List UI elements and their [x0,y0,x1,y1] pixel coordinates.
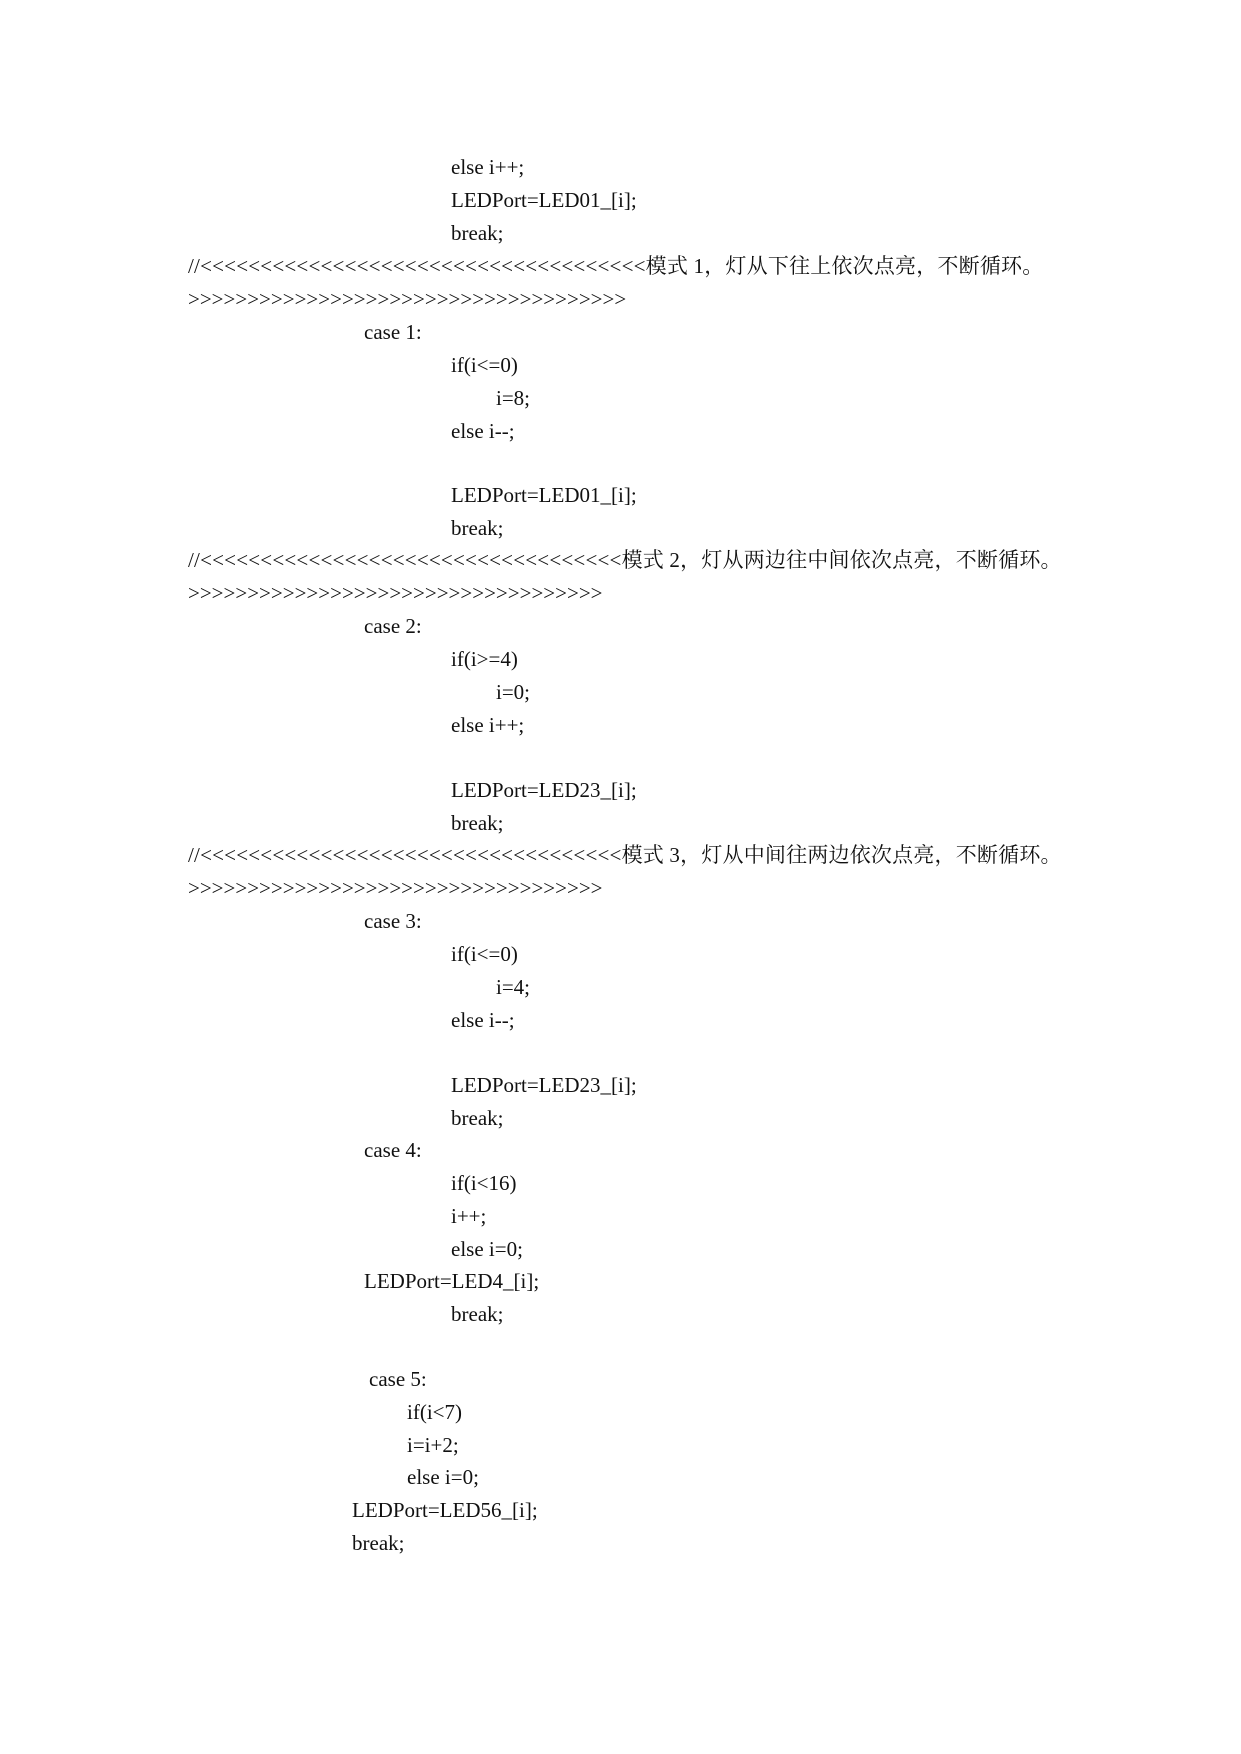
code-line: case 5: [369,1367,427,1391]
code-line: i=4; [496,975,531,999]
comment-line: >>>>>>>>>>>>>>>>>>>>>>>>>>>>>>>>>>>>> [188,287,627,311]
code-line: else i--; [451,419,515,443]
code-line: i=0; [496,680,531,704]
code-line: break; [451,811,504,835]
code-line: case 2: [364,614,422,638]
code-line: if(i<16) [451,1171,517,1195]
code-line: else i=0; [407,1465,479,1489]
code-line: case 4: [364,1138,422,1162]
code-line: break; [451,1106,504,1130]
comment-line: >>>>>>>>>>>>>>>>>>>>>>>>>>>>>>>>>>> [188,876,603,900]
code-line: if(i>=4) [451,647,518,671]
code-line: if(i<=0) [451,353,518,377]
comment-line: //<<<<<<<<<<<<<<<<<<<<<<<<<<<<<<<<<<<模式 3，灯从中间往两边依次点亮，不断循环。 [188,843,1062,867]
code-line: i++; [451,1204,487,1228]
comment-line: //<<<<<<<<<<<<<<<<<<<<<<<<<<<<<<<<<<<<<模式 1，灯从下往上依次点亮，不断循环。 [188,254,1044,278]
code-line: LEDPort=LED01_[i]; [451,483,637,507]
code-line: LEDPort=LED01_[i]; [451,188,637,212]
code-line: else i=0; [451,1237,523,1261]
code-line: break; [451,1302,504,1326]
code-line: break; [451,221,504,245]
code-line: case 1: [364,320,422,344]
code-line: i=8; [496,386,531,410]
code-line: break; [352,1531,405,1555]
code-line: i=i+2; [407,1433,459,1457]
code-line: else i++; [451,713,525,737]
code-line: LEDPort=LED23_[i]; [451,778,637,802]
code-line: LEDPort=LED4_[i]; [364,1269,540,1293]
code-line: break; [451,516,504,540]
comment-line: >>>>>>>>>>>>>>>>>>>>>>>>>>>>>>>>>>> [188,581,603,605]
code-line: if(i<=0) [451,942,518,966]
code-line: else i++; [451,155,525,179]
code-line: LEDPort=LED56_[i]; [352,1498,538,1522]
code-line: case 3: [364,909,422,933]
code-line: else i--; [451,1008,515,1032]
code-line: LEDPort=LED23_[i]; [451,1073,637,1097]
comment-line: //<<<<<<<<<<<<<<<<<<<<<<<<<<<<<<<<<<<模式 2，灯从两边往中间依次点亮，不断循环。 [188,548,1062,572]
code-line: if(i<7) [407,1400,462,1424]
